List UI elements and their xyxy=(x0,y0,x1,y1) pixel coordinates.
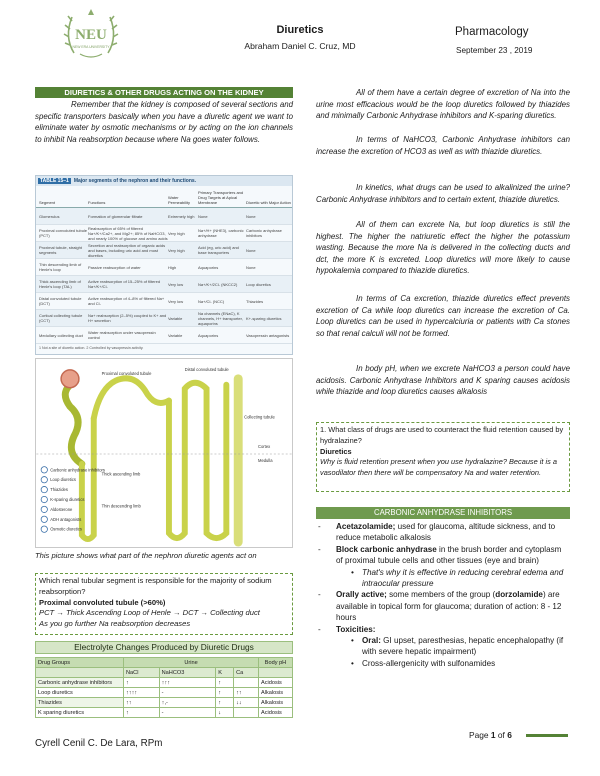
section-banner-diuretics: DIURETICS & OTHER DRUGS ACTING ON THE KIDNEY xyxy=(35,87,293,98)
table-row xyxy=(36,678,293,688)
paragraph-kinetics xyxy=(316,182,570,205)
document-title: Diuretics xyxy=(276,24,324,36)
table-cell: Very high xyxy=(168,230,185,236)
table-row xyxy=(36,293,292,310)
table-row xyxy=(36,708,293,718)
electrolyte-changes-table xyxy=(35,657,293,718)
electrolyte-table-title-bar xyxy=(35,641,293,654)
table-cell: ↑↑ xyxy=(234,688,259,698)
table-row xyxy=(36,698,293,708)
paragraph-text: In kinetics, what drugs can be used to alkalinized the urine? Carbonic Anhydrase inhibitors and to certain extent, thiazide diuretics. xyxy=(316,183,570,204)
table-cell xyxy=(234,708,259,718)
list-item-bold: Block carbonic anhydrase xyxy=(336,544,437,554)
list-item-text: GI upset, paresthesias, hepatic encephalopathy (if with severe hepatic impairment) xyxy=(362,636,564,657)
table-cell: K sparing diuretics xyxy=(36,708,124,718)
page-number: 1 xyxy=(490,730,496,740)
table-cell: None xyxy=(198,213,208,219)
table-row xyxy=(36,310,292,327)
table-cell: Secretion and reabsorption of organic acids and bases, including uric acid and most diuretics xyxy=(88,242,166,258)
page-total: 6 xyxy=(507,730,512,740)
list-item-text: ) are available in topical form for glaucoma; duration of action: 8 - 12 hours xyxy=(336,590,562,623)
footer-transcriber: Cyrell Cenil C. De Lara, RPm xyxy=(35,738,163,749)
question-box-hydralazine xyxy=(316,422,570,492)
paragraph-potassium xyxy=(316,219,570,277)
figure-caption: This picture shows what part of the nephron diuretic agents act on xyxy=(35,551,257,560)
nephron-diagram xyxy=(35,358,293,548)
list-item xyxy=(316,624,570,635)
legend-marker xyxy=(41,516,47,522)
label-thick-ascending: Thick ascending limb xyxy=(101,471,141,477)
intro-text: Remember that the kidney is composed of several sections and specific transporters basically when you have a diuretic agent we want to eliminate water by osmotic mechanisms or by acting on the ion channels to inhibit Na reabsorption because where Na goes water follows. xyxy=(35,100,293,144)
list-item-text: in the brush border and cytoplasm of proximal tubule cells and other tissues (eye and brain) xyxy=(336,544,562,566)
paragraph-text: In terms of NaHCO3, Carbonic Anhydrase inhibitors can increase the excretion of HCO3 as well as with thiazide diuretics. xyxy=(316,135,570,156)
list-item-bold: Orally active; xyxy=(336,590,387,600)
table-cell: Proximal tubule, straight segments xyxy=(39,245,82,255)
answer-text: Diuretics xyxy=(320,446,352,456)
section-banner-carbonic-anhydrase: CARBONIC ANHYDRASE INHIBITORS xyxy=(316,507,570,519)
table-cell: ↑↑↑↑ xyxy=(124,688,160,698)
list-subitem xyxy=(316,635,570,658)
page-of: of xyxy=(495,730,508,740)
table-cell: Loop diuretics xyxy=(246,281,271,287)
table-cell: Carbonic anhydrase inhibitors xyxy=(246,228,282,238)
table-cell: Water reabsorption under vasopressin control xyxy=(88,330,156,340)
intro-paragraph xyxy=(35,99,293,145)
table-caption-text: Major segments of the nephron and their functions. xyxy=(73,178,197,184)
table-label: TABLE 15–1 xyxy=(40,178,69,184)
legend-label: Osmotic diuretics xyxy=(50,526,82,532)
table-cell: Aquaporins xyxy=(198,332,219,338)
legend-label: Aldosterone xyxy=(50,506,73,512)
table-cell: High xyxy=(168,264,177,270)
legend-label: Carbonic anhydrase inhibitors xyxy=(50,467,105,473)
legend-marker xyxy=(41,496,47,502)
table-cell: ↓ xyxy=(216,708,234,718)
table-caption xyxy=(36,176,292,186)
table-cell: - xyxy=(159,708,216,718)
table-header-cell xyxy=(36,668,124,678)
list-item-text: some members of the group ( xyxy=(386,590,496,600)
table-cell: Proximal convoluted tubule (PCT) xyxy=(39,228,88,238)
list-subitem: • That's why it is effective in reducing cerebral edema and intraocular pressure xyxy=(316,567,570,590)
answer-note: As you go further Na reabsorption decreases xyxy=(39,619,191,629)
table-cell: Very high xyxy=(168,247,185,253)
list-item-bold: Acetazolamide; xyxy=(336,522,396,531)
distal-tubule-mark xyxy=(94,378,169,418)
paragraph-body-ph xyxy=(316,363,570,398)
table-cell: Distal convoluted tubule (DCT) xyxy=(39,296,82,306)
table-cell: Alkalosis xyxy=(259,698,293,708)
table-cell: None xyxy=(246,247,256,253)
label-collecting-tubule: Collecting tubule xyxy=(244,414,275,420)
subject-label: Pharmacology xyxy=(455,26,529,38)
label-proximal-convoluted: Proximal convoluted tubule xyxy=(101,370,152,376)
table-cell: Thin descending limb of Henle's loop xyxy=(39,262,82,272)
table-header-cell: Water Permeability xyxy=(168,195,191,205)
table-header-cell: Body pH xyxy=(259,658,293,668)
table-cell: ↑ xyxy=(216,688,234,698)
answer-path: PCT → Thick Ascending Loop of Henle → DCT → Collecting duct xyxy=(39,608,260,618)
legend-marker xyxy=(41,477,47,483)
table-cell: Thick ascending limb of Henle's loop (TAL) xyxy=(39,279,81,289)
table-cell: Active reabsorption of 15–25% of filtered Na+/K+/Cl- xyxy=(88,279,161,289)
label-thin-descending: Thin descending limb xyxy=(101,503,141,509)
table-cell: - xyxy=(159,688,216,698)
table-cell: Very low xyxy=(168,298,184,304)
table-cell: ↑↑ xyxy=(124,698,160,708)
carbonic-anhydrase-list xyxy=(316,521,570,669)
legend-label: Loop diuretics xyxy=(50,477,76,483)
paragraph-natriuresis xyxy=(316,87,570,122)
table-row xyxy=(36,208,292,225)
table-cell: None xyxy=(246,264,256,270)
table-cell: ↑ xyxy=(216,678,234,688)
table-header-cell: Segment xyxy=(39,200,56,205)
university-logo xyxy=(60,5,122,67)
table-cell: Thiazides xyxy=(36,698,124,708)
glomerulus-mark xyxy=(61,370,79,388)
table-cell: Medullary collecting duct xyxy=(39,332,83,338)
table-row xyxy=(36,688,293,698)
page-indicator xyxy=(469,730,512,740)
table-cell: Acidosis xyxy=(259,708,293,718)
label-cortex: Cortex xyxy=(258,444,271,450)
table-cell: Variable xyxy=(168,315,183,321)
table-cell: Na channels (ENaC), K channels, H+ transporter, aquaporins xyxy=(198,310,243,326)
table-subheader-row xyxy=(36,668,293,678)
legend-label: K-sparing diuretics xyxy=(50,496,85,502)
list-item-text: used for glaucoma, altitude sickness, and to reduce metabolic alkalosis xyxy=(336,522,556,543)
author-name: Abraham Daniel C. Cruz, MD xyxy=(244,41,356,51)
table-header-row xyxy=(36,186,292,208)
paragraph-text: In terms of Ca excretion, thiazide diuretics effect prevents excretion of Ca while loop diuretics can increase the excretion of Ca. Loop diuretics can be used in hypercalciuria or patients with Ca stones so that renal calculi will not be formed. xyxy=(316,294,570,338)
table-header-cell: NaHCO3 xyxy=(159,668,216,678)
legend-marker xyxy=(41,526,47,532)
lecture-date: September 23 , 2019 xyxy=(456,46,533,55)
legend-marker xyxy=(41,467,47,473)
label-medulla: Medulla xyxy=(258,457,273,463)
table-header-cell: Primary Transporters and Drug Targets at Apical Membrane xyxy=(198,190,244,205)
table-cell: Na+/H+ (NHE3), carbonic anhydrase xyxy=(198,228,244,238)
legend-label: Thiazides xyxy=(50,487,68,493)
table-cell: Na+/Cl- (NCC) xyxy=(198,298,225,304)
loop-of-henle-mark xyxy=(82,418,94,539)
table-cell: Loop diuretics xyxy=(36,688,124,698)
table-header-cell: Diuretic with Major Action xyxy=(246,200,291,205)
table-cell: Acid (eg, uric acid) and base transporters xyxy=(198,245,239,255)
table-cell: Glomerulus xyxy=(39,213,60,219)
table-cell: ↑↑↑ xyxy=(159,678,216,688)
table-header-cell: NaCl xyxy=(124,668,160,678)
paragraph-bicarbonate xyxy=(316,134,570,157)
paragraph-text: In body pH, when we excrete NaHCO3 a person could have acidosis. Carbonic Anhydrase Inhibitors and K sparing causes acidosis while thiazide and loop diuretics causes alkalosis xyxy=(316,364,570,397)
paragraph-calcium xyxy=(316,293,570,339)
footer-accent-bar xyxy=(526,734,568,737)
table-cell: Na+ reabsorption (2–5%) coupled to K+ and H+ secretion xyxy=(88,313,167,323)
table-cell: Na+/K+/2Cl- (NKCC2) xyxy=(198,281,238,287)
answer-note: Why is fluid retention present when you use hydralazine? Because it is a vasodilator then there will be compensatory Na and water retention. xyxy=(320,457,558,478)
table-cell: K+-sparing diuretics xyxy=(246,315,282,321)
table-cell xyxy=(234,678,259,688)
table-cell: Passive reabsorption of water xyxy=(88,264,141,270)
table-row xyxy=(36,327,292,344)
table-row xyxy=(36,225,292,242)
question-text: Which renal tubular segment is responsible for the majority of sodium reabsorption? xyxy=(39,576,272,596)
list-item-bold: Oral: xyxy=(362,636,381,646)
table-cell: Very low xyxy=(168,281,184,287)
list-item xyxy=(316,521,570,544)
table-cell: Active reabsorption of 4–8% of filtered Na+ and Cl- xyxy=(88,296,165,306)
legend-marker xyxy=(41,486,47,492)
table-cell: Acidosis xyxy=(259,678,293,688)
table-cell: Reabsorption of 65% of filtered Na+/K+/Ca2+, and Mg2+; 85% of NaHCO3, and nearly 100% of glucose and amino acids xyxy=(88,225,168,241)
collecting-tubule-mark xyxy=(169,383,226,538)
list-subitem: • Cross-allergenicity with sulfonamides xyxy=(316,658,570,669)
table-header-cell: Urine xyxy=(124,658,259,668)
table-cell: Aquaporins xyxy=(198,264,219,270)
question-box-sodium xyxy=(35,573,293,635)
legend-label: ADH antagonists xyxy=(50,516,82,522)
table-cell: ↑,- xyxy=(159,698,216,708)
table-cell: ↓↓ xyxy=(234,698,259,708)
table-header-cell xyxy=(259,668,293,678)
table-cell: Vasopressin antagonists xyxy=(246,332,290,338)
nephron-segments-table-figure xyxy=(35,175,293,355)
proximal-tubule-mark xyxy=(65,381,82,464)
table-header-cell: K xyxy=(216,668,234,678)
table-cell: Thiazides xyxy=(246,298,264,304)
table-header-cell: Functions xyxy=(88,200,106,205)
table-cell: ↑ xyxy=(124,678,160,688)
paragraph-text: All of them have a certain degree of excretion of Na into the urine most efficacious would be the loop diuretics followed by thiazides and minimally Carbonic Anhydrase inhibitors and K-sparing diuretics. xyxy=(316,88,570,121)
table-header-cell: Drug Groups xyxy=(36,658,124,668)
table-row xyxy=(36,242,292,259)
paragraph-text: All of them can excrete Na, but loop diuretics is still the highest. The higher the natriuretic effect the higher the potassium wasting. Because the more Na is delivered in the collecting ducts and dct, the more K is excreted. Loop diuretics will more likely to cause hypokalemia compared to thiazide diuretics. xyxy=(316,220,570,276)
logo-text: NEU xyxy=(75,27,107,43)
table-cell: Variable xyxy=(168,332,183,338)
table-row xyxy=(36,259,292,276)
label-distal-convoluted: Distal convoluted tubule xyxy=(184,366,229,372)
table-header-row xyxy=(36,658,293,668)
table-body xyxy=(36,208,292,344)
list-item xyxy=(316,589,570,623)
table-cell: Formation of glomerular filtrate xyxy=(88,213,143,219)
page-prefix: Page xyxy=(469,730,491,740)
question-text: 1. What class of drugs are used to counteract the fluid retention caused by hydralazine? xyxy=(320,425,564,445)
table-row xyxy=(36,276,292,293)
table-cell: Extremely high xyxy=(168,213,195,219)
table-cell: ↑ xyxy=(124,708,160,718)
table-cell: Alkalosis xyxy=(259,688,293,698)
table-cell: Carbonic anhydrase inhibitors xyxy=(36,678,124,688)
list-item-bold: dorzolamide xyxy=(495,590,543,600)
table-cell: Cortical collecting tubule (CCT) xyxy=(39,313,83,323)
legend-marker xyxy=(41,506,47,512)
table-footnote: 1 Not a site of diuretic action. 2 Controlled by vasopressin activity. xyxy=(39,346,144,350)
list-item-bold: Toxicities: xyxy=(336,624,376,634)
table-cell: None xyxy=(246,213,256,219)
table-cell: ↑ xyxy=(216,698,234,708)
answer-text: Proximal convoluted tubule (>60%) xyxy=(39,597,166,607)
table-header-cell: Ca xyxy=(234,668,259,678)
list-item xyxy=(316,544,570,567)
logo-subtext: NEW ERA UNIVERSITY xyxy=(72,45,110,49)
electrolyte-table-title: Electrolyte Changes Produced by Diuretic Drugs xyxy=(74,642,254,652)
